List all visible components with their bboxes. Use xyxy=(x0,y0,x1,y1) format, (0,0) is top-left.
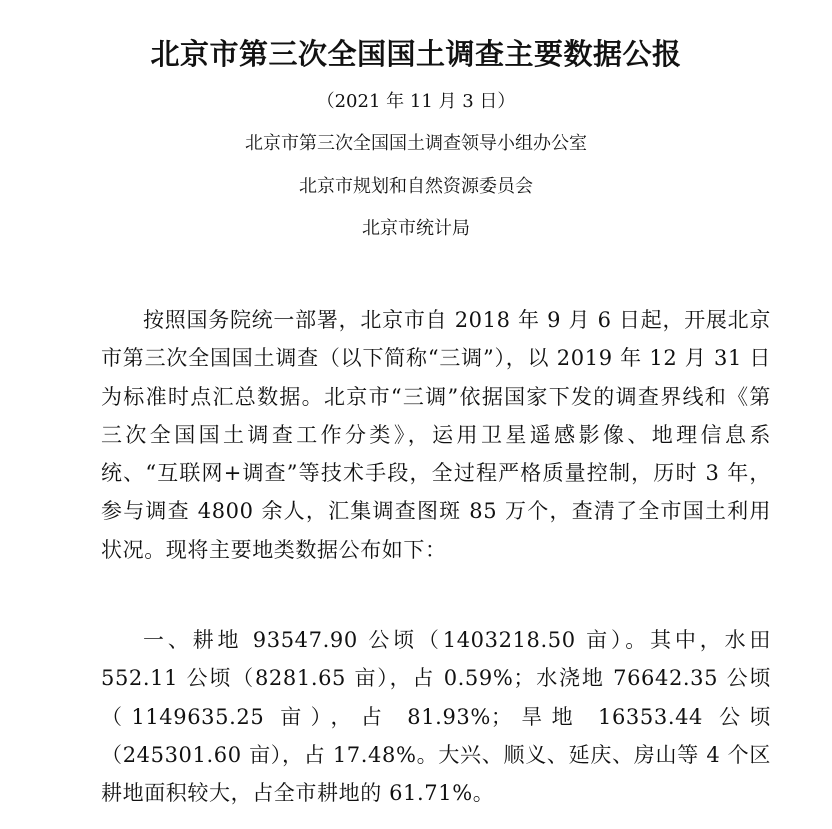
issuer-line: 北京市第三次全国国土调查领导小组办公室 xyxy=(245,133,587,154)
document-title: 北京市第三次全国国土调查主要数据公报 xyxy=(150,37,682,71)
body-paragraph-farmland: 一、耕地 93547.90 公顷（1403218.50 亩）。其中，水田 552.11 公顷（8281.65 亩），占 0.59%；水浇地 76642.35 公顷（1149635.25 亩），占 81.93%；旱地 16353.44 公顷（245301.60 亩），占 17.48%。大兴、顺义、延庆、房山等 4 个区耕地面积较大，占全市耕地的 61.71%。 xyxy=(101,628,771,806)
issuer-line: 北京市规划和自然资源委员会 xyxy=(299,176,533,197)
body-paragraph-intro: 按照国务院统一部署，北京市自 2018 年 9 月 6 日起，开展北京市第三次全国国土调查（以下简称“三调”），以 2019 年 12 月 31 日为标准时点汇总数据。北京市“三调”依据国家下发的调查界线和《第三次全国国土调查工作分类》，运用卫星遥感影像、地理信息系统、“互联网+调查”等技术手段，全过程严格质量控制，历时 3 年，参与调查 4800 余人，汇集调查图斑 85 万个，查清了全市国土利用状况。现将主要地类数据公布如下： xyxy=(101,308,771,562)
issuer-line: 北京市统计局 xyxy=(362,218,470,239)
publication-date: （2021 年 11 月 3 日） xyxy=(316,91,516,112)
